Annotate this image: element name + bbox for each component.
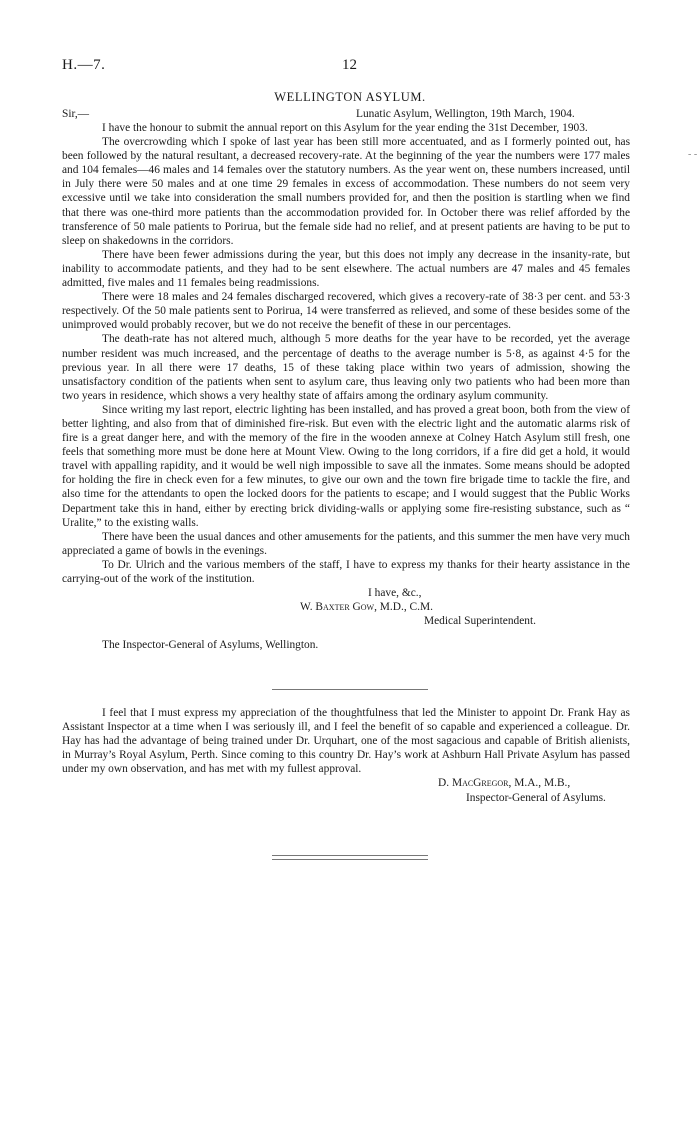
place-date: Lunatic Asylum, Wellington, 19th March, 1904.: [356, 108, 575, 120]
margin-mark: - -: [688, 149, 698, 160]
signatory-title: Inspector-General of Asylums.: [466, 791, 606, 804]
signatory-name: MacGregor: [451, 777, 509, 790]
end-rule-bottom: [272, 859, 428, 860]
salutation: Sir,—: [62, 108, 90, 120]
end-rule-top: [272, 855, 428, 856]
paragraph: The overcrowding which I spoke of last year has been still more accentuated, and as I formerly pointed out, has been followed by the natural resultant, a decreased recovery-rate. At the beginning of the year the numbers were 177 males and 104 females—46 males and 14 females over the statutory numbers. As the year went on, these numbers increased, until in July there were 50 males and at one time 29 females in excess of accommodation. These numbers do not seem very excessive until we take into consideration the small numbers provided for, and then the position is startling when we find that there was one-third more patients than the accommodation provided for. In October there was relief afforded by the transference of 50 male patients to Porirua, but the female side had no relief, and at present patients are having to be put to sleep on shakedowns in the corridors.: [62, 136, 630, 247]
page-number: 12: [342, 57, 357, 73]
signatory-title: Medical Superintendent.: [424, 615, 536, 628]
signatory-degrees: , M.D., C.M.: [374, 601, 433, 614]
paragraph: The death-rate has not altered much, although 5 more deaths for the year have to be recorded, yet the average number resident was much increased, and the percentage of deaths to the average number is 5·8, as against 4·5 for the previous year. In all there were 17 deaths, 15 of these taking place within two years of admission, showing the unsatisfactory condition of the patients when sent to asylum care, thus leaving only two patients who had been more than two years in residence, which shows a very healthy state of affairs among the ordinary asylum community.: [62, 333, 630, 402]
section-divider: [272, 689, 428, 690]
addressee: The Inspector-General of Asylums, Wellington.: [102, 639, 319, 652]
paragraph: There have been fewer admissions during the year, but this does not imply any decrease in the insanity-rate, but inability to accommodate patients, and they had to be sent elsewhere. The actual numbers are 47 males and 45 females admitted, five males and 11 females being readmissions.: [62, 248, 630, 290]
paragraph: I feel that I must express my appreciation of the thoughtfulness that led the Minister to appoint Dr. Frank Hay as Assistant Inspector at a time when I was seriously ill, and I feel the benefit of so capable and experienced a colleague. Dr. Hay has had the advantage of being trained under Dr. Urquhart, one of the most sagacious and capable of British alienists, in Murray’s Royal Asylum, Perth. Since coming to this country Dr. Hay’s work at Ashburn Hall Private Asylum has passed under my own observation, and has met with my fullest approval.: [62, 707, 630, 776]
report-reference: H.—7.: [62, 57, 106, 73]
salutation-line: [62, 107, 630, 121]
signatory-initial: W.: [300, 601, 313, 614]
signature: [438, 776, 630, 790]
paragraph: There were 18 males and 24 females discharged recovered, which gives a recovery-rate of 38·3 per cent. and 53·3 respectively. Of the 50 male patients sent to Porirua, 14 were transferred as relieved, and some of these besides some of the unimproved would probably recover, but we do not receive the benefit of these in our percentages.: [62, 291, 630, 332]
signatory-name: Baxter Gow: [315, 601, 375, 614]
paragraph: To Dr. Ulrich and the various members of the staff, I have to express my thanks for their hearty assistance in the carrying-out of the work of the institution.: [62, 558, 630, 585]
paragraph: There have been the usual dances and other amusements for the patients, and this summer the men have very much appreciated a game of bowls in the evenings.: [62, 530, 630, 557]
report-letter: [62, 107, 630, 652]
paragraph: I have the honour to submit the annual report on this Asylum for the year ending the 31st December, 1903.: [102, 122, 588, 134]
closing: I have, &c.,: [368, 587, 422, 600]
paragraph: Since writing my last report, electric lighting has been installed, and has proved a great boon, both from the view of better lighting, and also from that of diminished fire-risk. But even with the electric light and the automatic alarms risk of fire is a great danger here, and with the memory of the fire in the wooden annexe at Colney Hatch Asylum still fresh, one feels that something more must be done here at Mount View. Owing to the long corridors, if a fire did get a hold, it would travel with appalling rapidity, and it would be well nigh impossible to save all the inmates. Some means should be adopted for holding the fire in check even for a few minutes, to give our own and the town fire brigade time to tackle the fire, and also time for the attendants to open the locked doors for the patients to escape; and I would suggest that the Public Works Department take this in hand, either by erecting brick dividing-walls or applying some fire-resisting substance, such as “ Uralite,” to the existing walls.: [62, 403, 630, 529]
signatory-initial: D.: [438, 777, 450, 790]
signatory-degrees: , M.A., M.B.,: [508, 777, 571, 790]
inspector-note: [62, 706, 630, 805]
signature: [300, 600, 630, 614]
page-title: WELLINGTON ASYLUM.: [274, 90, 426, 104]
